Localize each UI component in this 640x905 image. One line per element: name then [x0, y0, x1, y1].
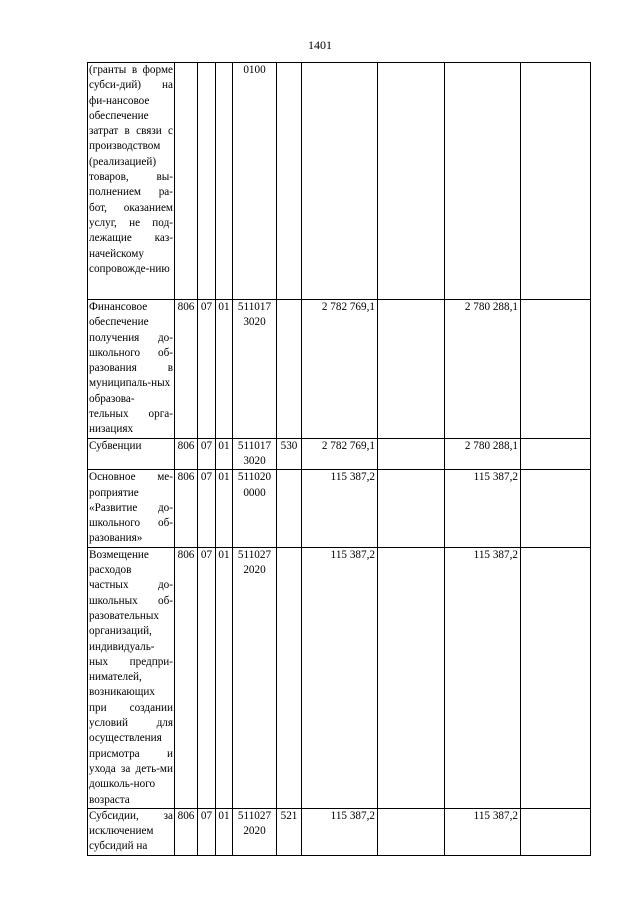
- row-csr: [233, 438, 277, 470]
- row-gr: 806: [175, 470, 198, 547]
- row-csr-part1: 511020: [237, 471, 272, 484]
- row-csr-part2: 2020: [243, 825, 266, 838]
- row-sum-2: [378, 300, 445, 439]
- table-row: [88, 547, 591, 808]
- row-sum-3: 115 387,2: [445, 470, 521, 547]
- row-csr-part2: 3020: [243, 454, 266, 467]
- row-sum-1: 115 387,2: [302, 808, 378, 855]
- table-row: [88, 300, 591, 439]
- row-sum-4: [521, 470, 591, 547]
- row-pr: 01: [216, 547, 233, 808]
- row-rz: 07: [198, 470, 216, 547]
- row-sum-1: 2 782 769,1: [302, 438, 378, 470]
- row-pr: 01: [216, 470, 233, 547]
- table-row: [88, 63, 591, 300]
- row-sum-4: [521, 547, 591, 808]
- row-sum-3: 2 780 288,1: [445, 300, 521, 439]
- table-row: [88, 470, 591, 547]
- row-csr: [233, 547, 277, 808]
- row-csr-part2: 2020: [243, 564, 266, 577]
- row-sum-3: 115 387,2: [445, 808, 521, 855]
- row-gr: [175, 63, 198, 300]
- row-gr: 806: [175, 547, 198, 808]
- row-sum-4: [521, 63, 591, 300]
- row-csr-part1: 511017: [237, 301, 272, 313]
- table-row: [88, 438, 591, 470]
- row-pr: 01: [216, 808, 233, 855]
- row-gr: 806: [175, 300, 198, 439]
- row-vr: [277, 470, 302, 547]
- row-gr: 806: [175, 438, 198, 470]
- row-sum-2: [378, 547, 445, 808]
- row-rz: 07: [198, 808, 216, 855]
- page-number: 1401: [308, 38, 332, 52]
- row-csr: [233, 470, 277, 547]
- row-sum-3: [445, 63, 521, 300]
- row-csr-part1: 511017: [237, 439, 272, 452]
- row-sum-4: [521, 438, 591, 470]
- row-sum-1: 115 387,2: [302, 470, 378, 547]
- row-sum-2: [378, 438, 445, 470]
- row-pr: 01: [216, 438, 233, 470]
- row-name: (гранты в форме субси-дий) на фи-нансовое обеспечение затрат в связи с производством (реализацией) товаров, вы-полнением ра-бот, оказанием услуг, не под-лежащие каз-начейскому сопровожде-нию: [88, 63, 175, 300]
- row-csr-part1: 511027: [237, 548, 272, 561]
- row-sum-1: [302, 63, 378, 300]
- row-csr: [233, 63, 277, 300]
- row-rz: [198, 63, 216, 300]
- row-vr: [277, 300, 302, 439]
- row-vr: 521: [277, 808, 302, 855]
- row-sum-4: [521, 808, 591, 855]
- row-rz: 07: [198, 547, 216, 808]
- row-name: Субвенции: [88, 438, 175, 470]
- row-pr: 01: [216, 300, 233, 439]
- row-csr-part1: 511027: [237, 809, 272, 822]
- row-rz: 07: [198, 438, 216, 470]
- row-csr: [233, 300, 277, 439]
- row-vr: [277, 547, 302, 808]
- row-csr-part2: 0100: [243, 64, 266, 76]
- row-name: Субсидии, за исключением субсидий на: [88, 808, 175, 855]
- row-sum-4: [521, 300, 591, 439]
- budget-table: [87, 62, 591, 856]
- row-csr-part2: 0000: [243, 486, 266, 499]
- table-row: [88, 808, 591, 855]
- row-sum-2: [378, 470, 445, 547]
- row-name: Возмещение расходов частных до-школьных об-разовательных организаций, индивидуаль-ных предпри-нимателей, возникающих при создании условий для осуществления присмотра и ухода за деть-ми дошколь-ного возраста: [88, 547, 175, 808]
- row-sum-3: 2 780 288,1: [445, 438, 521, 470]
- row-sum-1: 115 387,2: [302, 547, 378, 808]
- row-name: Финансовое обеспечение получения до-школьного об-разования в муниципаль-ных образова-тельных орга-низациях: [88, 300, 175, 439]
- row-sum-2: [378, 808, 445, 855]
- row-rz: 07: [198, 300, 216, 439]
- row-pr: [216, 63, 233, 300]
- row-gr: 806: [175, 808, 198, 855]
- row-sum-1: 2 782 769,1: [302, 300, 378, 439]
- row-vr: 530: [277, 438, 302, 470]
- row-sum-3: 115 387,2: [445, 547, 521, 808]
- row-sum-2: [378, 63, 445, 300]
- row-name: Основное ме-роприятие «Развитие до-школьного об-разования»: [88, 470, 175, 547]
- row-vr: [277, 63, 302, 300]
- row-csr-part2: 3020: [243, 316, 266, 329]
- row-csr: [233, 808, 277, 855]
